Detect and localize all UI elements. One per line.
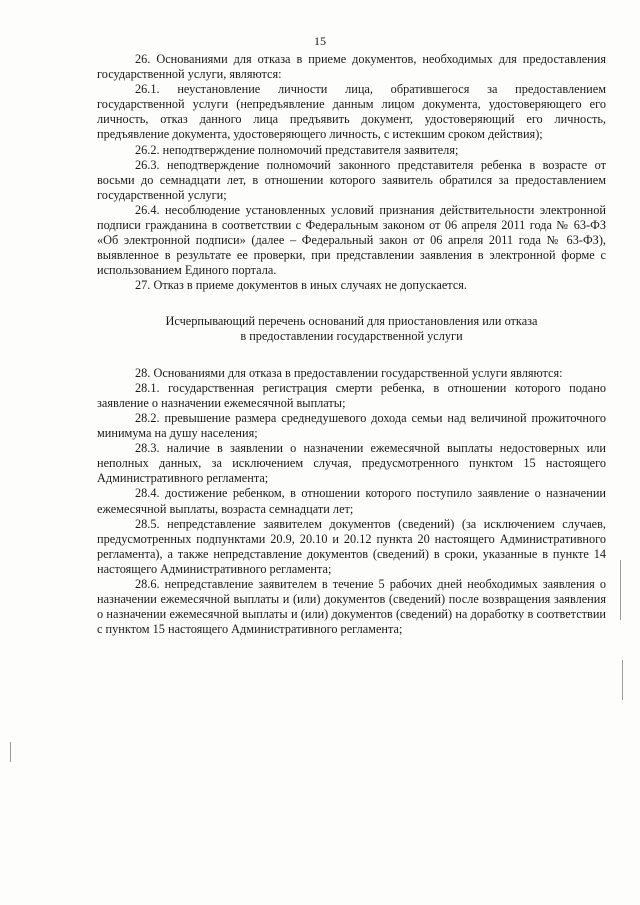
page-number: 15 <box>314 34 326 48</box>
paragraph-28-3: 28.3. наличие в заявлении о назначении ежемесячной выплаты недостоверных или неполных данных, за исключением случая, предусмотренного пунктом 15 настоящего Административного регламента; <box>97 441 606 486</box>
paragraph-28: 28. Основаниями для отказа в предоставлении государственной услуги являются: <box>135 365 563 380</box>
paragraph-26-1: 26.1. неустановление личности лица, обратившегося за предоставлением государственной услуги (непредъявление данным лицом документа, удостоверяющего его личность, отказ данного лица предъявить документ, удостоверяющий его личность, предъявление документа, удостоверяющего личность, с истекшим сроком действия); <box>97 82 606 142</box>
scan-margin-mark <box>10 742 11 762</box>
heading-line-2: в предоставлении государственной услуги <box>240 328 463 343</box>
section-refusal-service <box>97 366 606 638</box>
section-heading <box>97 314 606 344</box>
paragraph-26: 26. Основаниями для отказа в приеме документов, необходимых для предоставления государственной услуги, являются: <box>97 52 606 82</box>
heading-line-1: Исчерпывающий перечень оснований для приостановления или отказа <box>165 313 538 328</box>
paragraph-26-4: 26.4. несоблюдение установленных условий признания действительности электронной подписи гражданина в соответствии с Федеральным законом от 06 апреля 2011 года № 63-ФЗ «Об электронной подписи» (далее – Федеральный закон от 06 апреля 2011 года № 63-ФЗ), выявленное в результате ее проверки, при представлении заявления в электронной форме с использованием Единого портала. <box>97 202 606 278</box>
paragraph-28-5: 28.5. непредставление заявителем документов (сведений) (за исключением случаев, предусмотренных подпунктами 20.9, 20.10 и 20.12 пункта 20 настоящего Административного регламента), а также непредставление документов (сведений) в сроки, указанные в пункте 14 настоящего Административного регламента; <box>97 516 606 576</box>
paragraph-27: 27. Отказ в приеме документов в иных случаях не допускается. <box>135 278 468 293</box>
document-body <box>97 52 606 637</box>
paragraph-26-3: 26.3. неподтверждение полномочий законного представителя ребенка в возрасте от восьми до семнадцати лет, в отношении которого заявитель обратился за предоставлением государственной услуги; <box>97 157 606 202</box>
paragraph-28-1: 28.1. государственная регистрация смерти ребенка, в отношении которого подано заявление о назначении ежемесячной выплаты; <box>97 380 606 410</box>
scan-margin-mark <box>622 660 623 700</box>
paragraph-28-4: 28.4. достижение ребенком, в отношении которого поступило заявление о назначении ежемесячной выплаты, возраста семнадцати лет; <box>97 486 606 516</box>
section-refusal-acceptance <box>97 52 606 294</box>
scan-margin-mark <box>620 560 621 620</box>
paragraph-28-6: 28.6. непредставление заявителем в течение 5 рабочих дней необходимых заявления о назначении ежемесячной выплаты и (или) документов (сведений) после возвращения заявления о назначении ежемесячной выплаты и (или) документов (сведений) на доработку в соответствии с пунктом 15 настоящего Административного регламента; <box>97 577 606 637</box>
paragraph-28-2: 28.2. превышение размера среднедушевого дохода семьи над величиной прожиточного минимума на душу населения; <box>97 410 606 441</box>
paragraph-26-2: 26.2. неподтверждение полномочий представителя заявителя; <box>135 142 459 157</box>
